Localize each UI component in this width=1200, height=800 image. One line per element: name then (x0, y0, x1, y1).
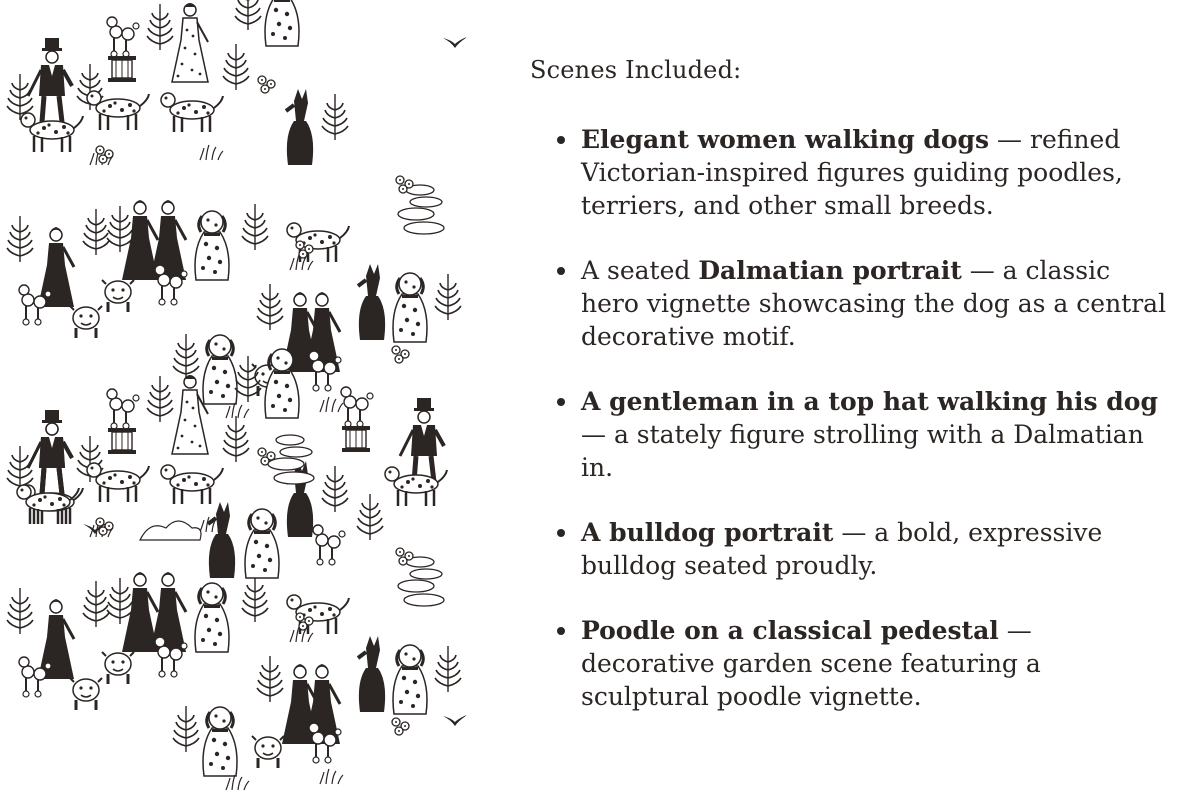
scene-description: — a stately figure strolling with a Dalmatian in. (581, 420, 1144, 482)
scene-title: A bulldog portrait (581, 518, 834, 547)
scene-title: Dalmatian portrait (698, 256, 962, 285)
bullet-icon (557, 398, 565, 406)
scene-description: — a classic hero vignette showcasing the dog as a central decorative motif. (581, 256, 1167, 351)
scenes-description (530, 52, 1170, 745)
toile-pattern-preview (0, 0, 466, 800)
list-item (530, 385, 1170, 484)
scene-list (530, 123, 1170, 713)
bullet-icon (557, 529, 565, 537)
scene-title: A gentleman in a top hat walking his dog (581, 387, 1158, 416)
bullet-icon (557, 627, 565, 635)
scenes-heading: Scenes Included: (530, 56, 742, 84)
scene-title: Elegant women walking dogs (581, 125, 990, 154)
bullet-icon (557, 267, 565, 275)
list-item (530, 123, 1170, 222)
scene-description: — decorative garden scene featuring a sculptural poodle vignette. (581, 616, 1041, 711)
list-item (530, 516, 1170, 582)
list-item (530, 614, 1170, 713)
scene-title: Poodle on a classical pedestal (581, 616, 999, 645)
bullet-icon (557, 136, 565, 144)
list-item (530, 254, 1170, 353)
scene-pre: A seated (581, 256, 699, 285)
scene-description: — a bold, expressive bulldog seated proudly. (581, 518, 1103, 580)
scene-description: — refined Victorian-inspired figures guiding poodles, terriers, and other small breeds. (581, 125, 1123, 220)
